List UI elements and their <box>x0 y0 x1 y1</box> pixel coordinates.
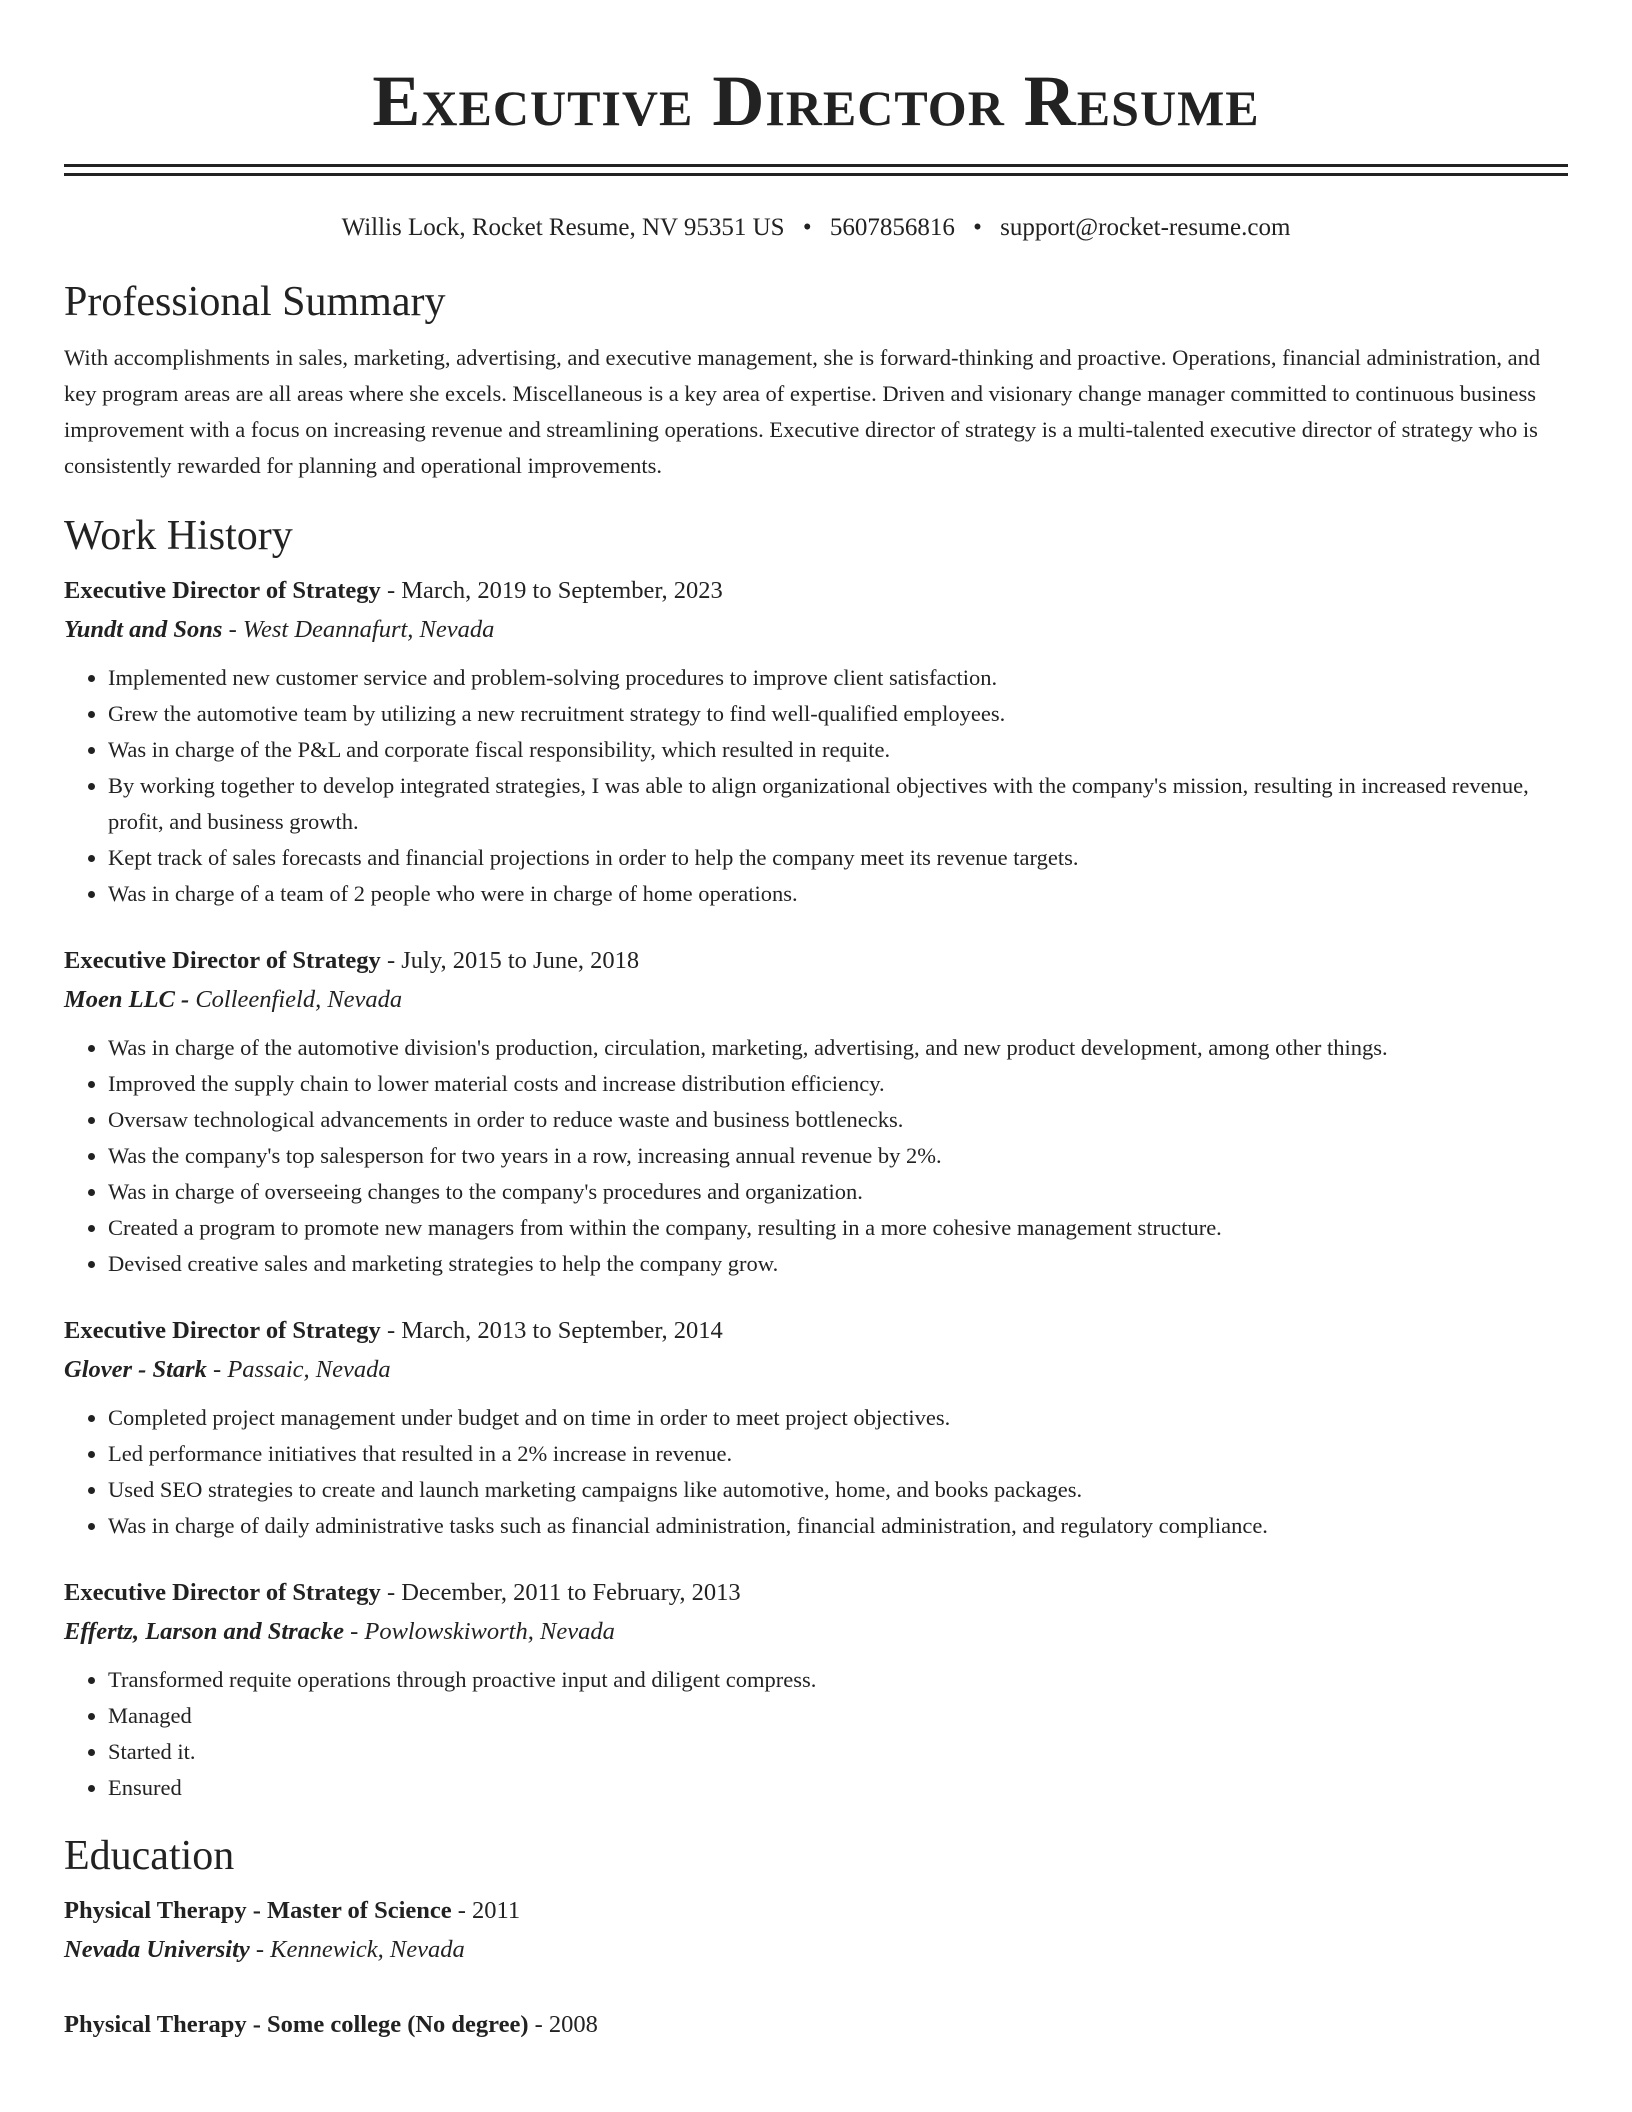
job-dates: - March, 2019 to September, 2023 <box>380 577 723 604</box>
education-degree: Physical Therapy - Master of Science <box>64 1897 452 1924</box>
job-bullet: • Led performance initiatives that resulted in a 2% increase in revenue. <box>108 1436 1568 1472</box>
resume-title: Executive Director Resume <box>372 61 1260 141</box>
job-dates: - March, 2013 to September, 2014 <box>380 1317 723 1344</box>
job-bullet: • Managed <box>108 1698 1568 1734</box>
contact-email: support@rocket-resume.com <box>1000 214 1291 241</box>
job-location: - Powlowskiworth, Nevada <box>343 1618 615 1645</box>
job-location: - West Deannafurt, Nevada <box>222 616 495 643</box>
professional-summary-section <box>64 276 1568 484</box>
title-divider-bottom <box>64 173 1568 176</box>
job-title: Executive Director of Strategy <box>64 1317 381 1344</box>
job-title: Executive Director of Strategy <box>64 1579 381 1606</box>
job-title: Executive Director of Strategy <box>64 577 381 604</box>
job-bullets <box>64 660 1568 912</box>
job-header <box>64 942 1568 980</box>
job-bullet: • Was in charge of daily administrative tasks such as financial administration, financial administration, and regulatory compliance. <box>108 1508 1568 1544</box>
job-location: Colleenfield, Nevada <box>189 986 403 1013</box>
job-dates: - July, 2015 to June, 2018 <box>380 947 640 974</box>
education-school: Nevada University <box>64 1936 250 1963</box>
job-bullet: • By working together to develop integrated strategies, I was able to align organizational objectives with the company's mission, resulting in increased revenue, profit, and business growth. <box>108 768 1568 840</box>
job-bullet: • Completed project management under budget and on time in order to meet project objectives. <box>108 1400 1568 1436</box>
job-dates: - December, 2011 to February, 2013 <box>380 1579 741 1606</box>
job-bullet: • Implemented new customer service and problem-solving procedures to improve client satisfaction. <box>108 660 1568 696</box>
job-bullet: • Created a program to promote new managers from within the company, resulting in a more cohesive management structure. <box>108 1210 1568 1246</box>
section-heading-education: Education <box>64 1833 235 1879</box>
section-heading-summary: Professional Summary <box>64 279 446 325</box>
education-section <box>64 1830 1568 2044</box>
job-location: - Passaic, Nevada <box>206 1356 391 1383</box>
job-bullet: • Oversaw technological advancements in order to reduce waste and business bottlenecks. <box>108 1102 1568 1138</box>
job-bullet: • Started it. <box>108 1734 1568 1770</box>
job-bullet: • Was the company's top salesperson for two years in a row, increasing annual revenue by 2%. <box>108 1138 1568 1174</box>
job-bullets <box>64 1400 1568 1544</box>
job-company: Glover - Stark <box>64 1356 207 1383</box>
job-entry <box>64 1312 1568 1544</box>
job-bullet: • Used SEO strategies to create and launch marketing campaigns like automotive, home, and books packages. <box>108 1472 1568 1508</box>
job-company-line <box>64 1612 1568 1652</box>
job-company: Yundt and Sons <box>64 616 223 643</box>
job-bullets <box>64 1662 1568 1806</box>
job-bullet: • Was in charge of the P&L and corporate fiscal responsibility, which resulted in requite. <box>108 732 1568 768</box>
job-bullet: • Transformed requite operations through proactive input and diligent compress. <box>108 1662 1568 1698</box>
contact-separator: • <box>973 214 982 241</box>
contact-separator: • <box>802 214 812 241</box>
job-company: Moen LLC - <box>64 986 190 1013</box>
job-bullet: • Improved the supply chain to lower material costs and increase distribution efficiency. <box>108 1066 1568 1102</box>
section-heading-work: Work History <box>64 513 293 559</box>
job-bullet: • Devised creative sales and marketing strategies to help the company grow. <box>108 1246 1568 1282</box>
job-company: Effertz, Larson and Stracke <box>64 1618 344 1645</box>
job-title: Executive Director of Strategy <box>64 947 381 974</box>
job-bullets <box>64 1030 1568 1282</box>
job-header <box>64 572 1568 610</box>
job-bullet: • Ensured <box>108 1770 1568 1806</box>
work-history-section <box>64 510 1568 1806</box>
job-company-line <box>64 980 1568 1020</box>
job-entry <box>64 572 1568 912</box>
education-header <box>64 2006 1568 2044</box>
job-header <box>64 1574 1568 1612</box>
education-entry <box>64 1892 1568 1970</box>
job-header <box>64 1312 1568 1350</box>
education-header <box>64 1892 1568 1930</box>
education-entry <box>64 2006 1568 2044</box>
job-bullet: • Grew the automotive team by utilizing a new recruitment strategy to find well-qualified employees. <box>108 696 1568 732</box>
job-company-line <box>64 1350 1568 1390</box>
summary-text: With accomplishments in sales, marketing, advertising, and executive management, she is forward-thinking and proactive. Operations, financial administration, and key program areas are all areas where she excels. Miscellaneous is a key area of expertise. Driven and visionary change manager committed to continuous business improvement with a focus on increasing revenue and streamlining operations. Executive director of strategy is a multi-talented executive director of strategy who is consistently rewarded for planning and operational improvements. <box>64 345 1541 478</box>
job-company-line <box>64 610 1568 650</box>
job-entry <box>64 1574 1568 1806</box>
education-school-line <box>64 1930 1568 1970</box>
education-degree: Physical Therapy - Some college (No degree) <box>64 2011 529 2038</box>
education-location: - Kennewick, Nevada <box>249 1936 465 1963</box>
contact-address: Willis Lock, Rocket Resume, NV 95351 US <box>341 214 785 241</box>
contact-phone: 5607856816 <box>829 214 955 241</box>
contact-line <box>64 212 1568 244</box>
job-bullet: • Kept track of sales forecasts and financial projections in order to help the company meet its revenue targets. <box>108 840 1568 876</box>
education-year: - 2011 <box>451 1897 521 1924</box>
job-entry <box>64 942 1568 1282</box>
job-bullet: • Was in charge of a team of 2 people who were in charge of home operations. <box>108 876 1568 912</box>
title-divider-top <box>64 164 1568 167</box>
job-bullet: • Was in charge of overseeing changes to the company's procedures and organization. <box>108 1174 1568 1210</box>
education-year: - 2008 <box>528 2011 598 2038</box>
job-bullet: • Was in charge of the automotive division's production, circulation, marketing, advertising, and new product development, among other things. <box>108 1030 1568 1066</box>
